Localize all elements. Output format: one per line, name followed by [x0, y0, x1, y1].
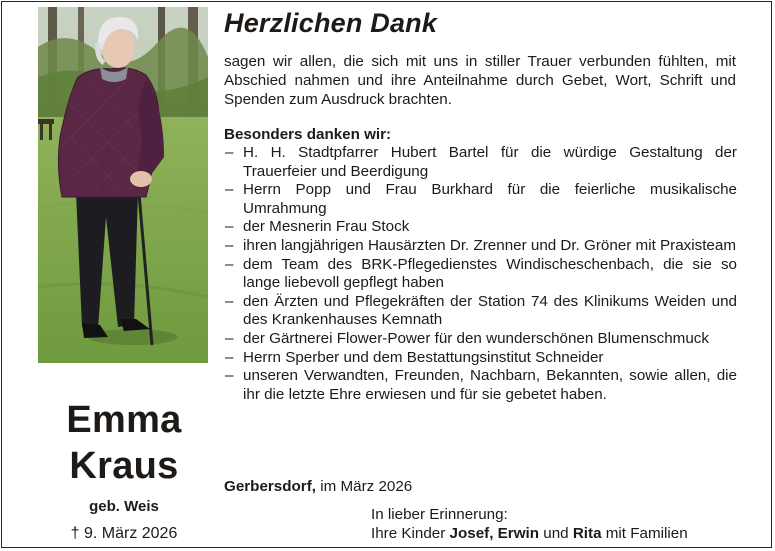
intro-paragraph: sagen wir allen, die sich mit uns in stiller Trauer verbunden fühlten, mit Abschied nahmen und ihre Anteilnahme durch Gebet, Wort, Schrift und Spenden zum Ausdruck brachten. — [224, 53, 736, 108]
memory-prefix: Ihre Kinder — [371, 524, 446, 542]
headline: Herzlichen Dank — [224, 8, 438, 38]
thanks-list — [224, 144, 737, 404]
memory-intro: In lieber Erinnerung: — [371, 506, 508, 523]
place-date: im März 2026 — [320, 478, 413, 495]
memory-block — [371, 506, 688, 544]
portrait-photo — [38, 7, 208, 363]
thanks-item: – unseren Verwandten, Freunden, Nachbarn, Bekannten, sowie allen, die ihr die letzte Ehre erwiesen und für sie gebetet haben. — [224, 367, 737, 404]
deceased-first-name: Emma — [66, 399, 182, 441]
thanks-item: – dem Team des BRK-Pflegedienstes Windischeschenbach, die sie so lange liebevoll gepflegt haben — [224, 256, 737, 293]
memory-child-josef: Josef, — [449, 524, 494, 542]
thanks-item: – Herrn Popp und Frau Burkhard für die feierliche musikalische Umrahmung — [224, 181, 737, 218]
memory-child-erwin: Erwin — [497, 524, 540, 542]
deceased-last-name: Kraus — [69, 445, 179, 487]
memory-suffix: mit Familien — [605, 524, 688, 542]
memory-signature — [371, 525, 688, 544]
place-date-line — [224, 477, 412, 496]
thanks-item: – ihren langjährigen Hausärzten Dr. Zrenner und Dr. Gröner mit Praxisteam — [224, 237, 737, 256]
place-town: Gerbersdorf, — [224, 478, 316, 495]
memory-conjunction: und — [543, 524, 569, 542]
death-date: † 9. März 2026 — [70, 525, 178, 542]
thanks-item: – Herrn Sperber und dem Bestattungsinstitut Schneider — [224, 349, 737, 368]
thanks-item: – H. H. Stadtpfarrer Hubert Bartel für die würdige Gestaltung der Trauerfeier und Beerdigung — [224, 144, 737, 181]
thanks-heading: Besonders danken wir: — [224, 126, 392, 143]
thanks-item: – der Gärtnerei Flower-Power für den wunderschönen Blumenschmuck — [224, 330, 737, 349]
thanks-item: – den Ärzten und Pflegekräften der Station 74 des Klinikums Weiden und des Krankenhauses Kemnath — [224, 293, 737, 330]
memory-child-rita: Rita — [572, 524, 602, 542]
thanks-item: – der Mesnerin Frau Stock — [224, 218, 737, 237]
maiden-name: geb. Weis — [89, 498, 159, 515]
